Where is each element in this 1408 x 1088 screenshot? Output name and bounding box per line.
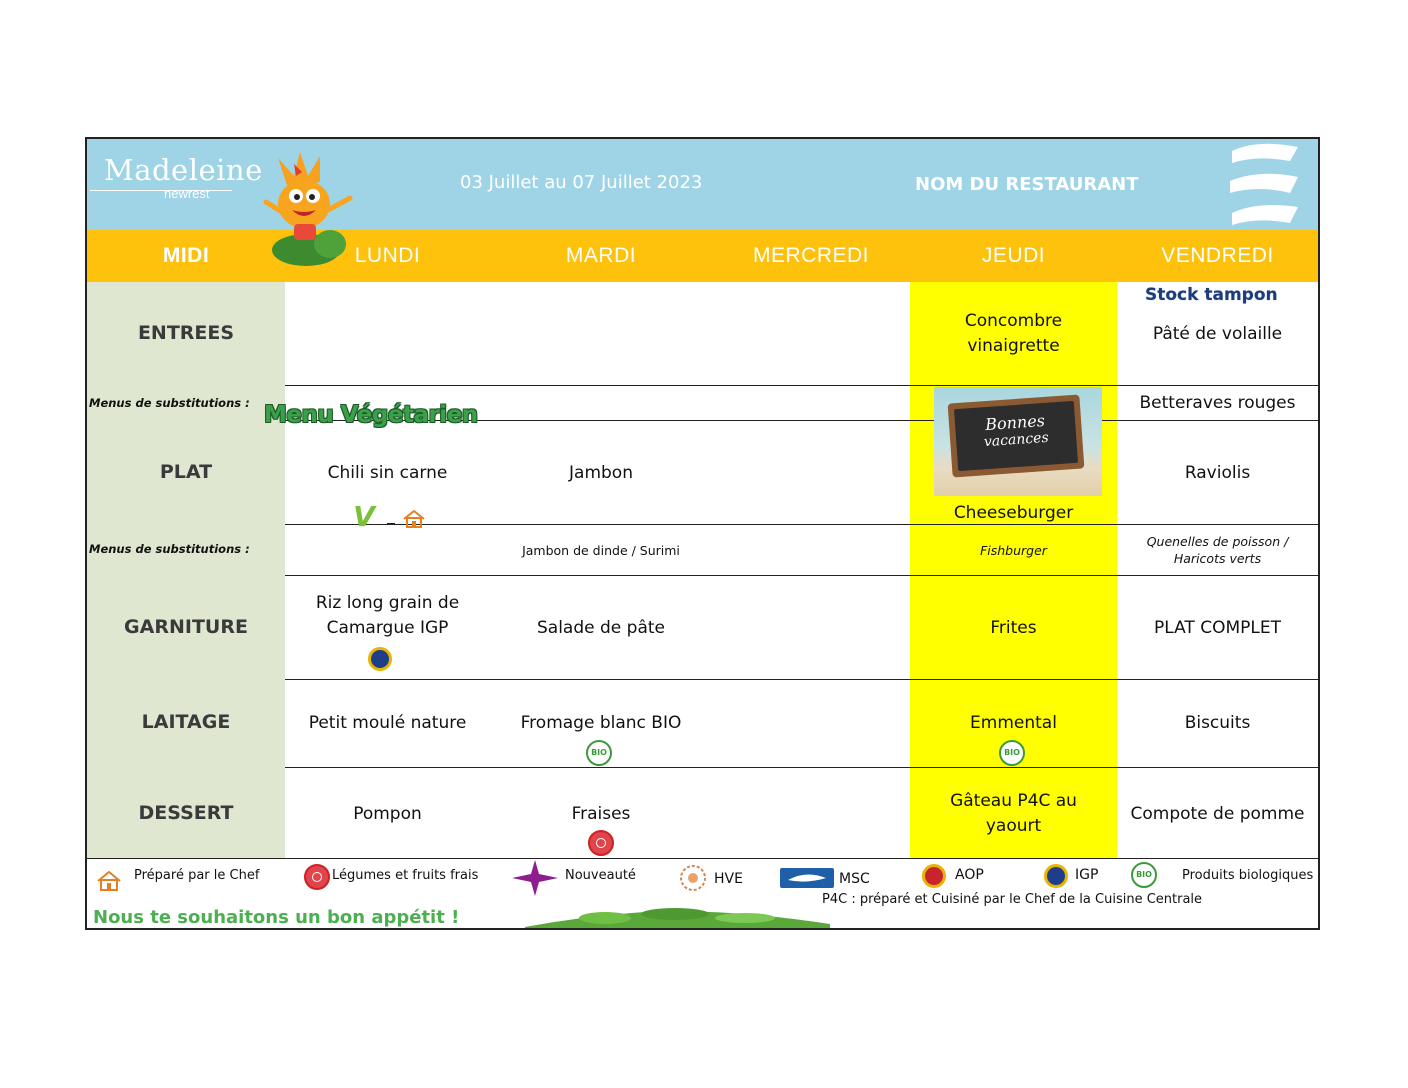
category-laitage: LAITAGE: [141, 711, 231, 733]
legend-new: Nouveauté: [565, 868, 636, 883]
garniture-vendredi: PLAT COMPLET: [1154, 618, 1281, 638]
day-lundi: LUNDI: [354, 244, 421, 267]
bon-appetit-message: Nous te souhaitons un bon appétit !: [93, 907, 460, 928]
legend-bio: Produits biologiques: [1182, 868, 1314, 883]
menu-vegetarien-banner: Menu Végétarien: [264, 402, 478, 428]
dessert-vendredi: Compote de pomme: [1130, 804, 1305, 824]
plat-mardi: Jambon: [569, 463, 633, 483]
day-mardi: MARDI: [565, 244, 637, 267]
laitage-vendredi: Biscuits: [1184, 713, 1251, 733]
garniture-lundi: Riz long grain de Camargue IGP: [315, 593, 460, 638]
subst-plat-jeudi: Fishburger: [980, 543, 1047, 558]
subst-entrees-vendredi: Betteraves rouges: [1139, 393, 1296, 413]
legend-igp: IGP: [1075, 867, 1099, 883]
week-range: 03 Juillet au 07 Juillet 2023: [460, 172, 703, 193]
dessert-mardi: Fraises: [571, 804, 631, 824]
bonnes-vacances-image: Bonnes vacances: [934, 387, 1102, 496]
plat-jeudi: Cheeseburger: [953, 503, 1074, 523]
category-plat: PLAT: [159, 461, 213, 483]
bio-icon: BIO: [586, 740, 612, 766]
substitution-label: Menus de substitutions :: [89, 542, 250, 556]
logo-sub: newrest: [164, 186, 210, 201]
day-jeudi: JEUDI: [981, 244, 1046, 267]
dessert-lundi: Pompon: [353, 804, 422, 824]
legend-msc: MSC: [839, 871, 870, 887]
logo-text: Madeleine: [104, 153, 263, 187]
substitution-label: Menus de substitutions :: [89, 396, 250, 410]
subst-plat-mardi: Jambon de dinde / Surimi: [522, 543, 680, 558]
legend-hve: HVE: [714, 871, 743, 887]
day-mercredi: MERCREDI: [752, 244, 869, 267]
garniture-jeudi: Frites: [990, 618, 1037, 638]
legend-aop: AOP: [955, 867, 984, 883]
menu-frame: [85, 137, 1320, 930]
bio-icon: BIO: [999, 740, 1025, 766]
laitage-mardi: Fromage blanc BIO: [520, 713, 682, 733]
stock-tampon-note: Stock tampon: [1145, 285, 1278, 305]
vegetarian-icon: V: [353, 500, 375, 533]
laitage-jeudi: Emmental: [970, 713, 1057, 733]
category-garniture: GARNITURE: [124, 616, 248, 638]
day-midi: MIDI: [162, 244, 210, 267]
legend-fresh: Légumes et fruits frais: [332, 868, 479, 883]
restaurant-name: NOM DU RESTAURANT: [915, 174, 1139, 195]
category-dessert: DESSERT: [138, 802, 234, 824]
plat-vendredi: Raviolis: [1184, 463, 1251, 483]
category-entrees: ENTREES: [137, 322, 235, 344]
legend-chef: Préparé par le Chef: [134, 868, 260, 883]
legend-p4c: P4C : préparé et Cuisiné par le Chef de la Cuisine Centrale: [822, 892, 1203, 907]
dessert-jeudi: Gâteau P4C au yaourt: [950, 791, 1077, 836]
laitage-lundi: Petit moulé nature: [308, 713, 467, 733]
subst-plat-vendredi: Quenelles de poisson / Haricots verts: [1146, 534, 1289, 566]
day-vendredi: VENDREDI: [1161, 244, 1274, 267]
garniture-mardi: Salade de pâte: [537, 618, 665, 638]
bio-icon: BIO: [1131, 862, 1157, 888]
entrees-vendredi: Pâté de volaille: [1152, 324, 1283, 344]
plat-lundi: Chili sin carne: [327, 463, 448, 483]
entrees-jeudi: Concombre vinaigrette: [964, 311, 1063, 356]
